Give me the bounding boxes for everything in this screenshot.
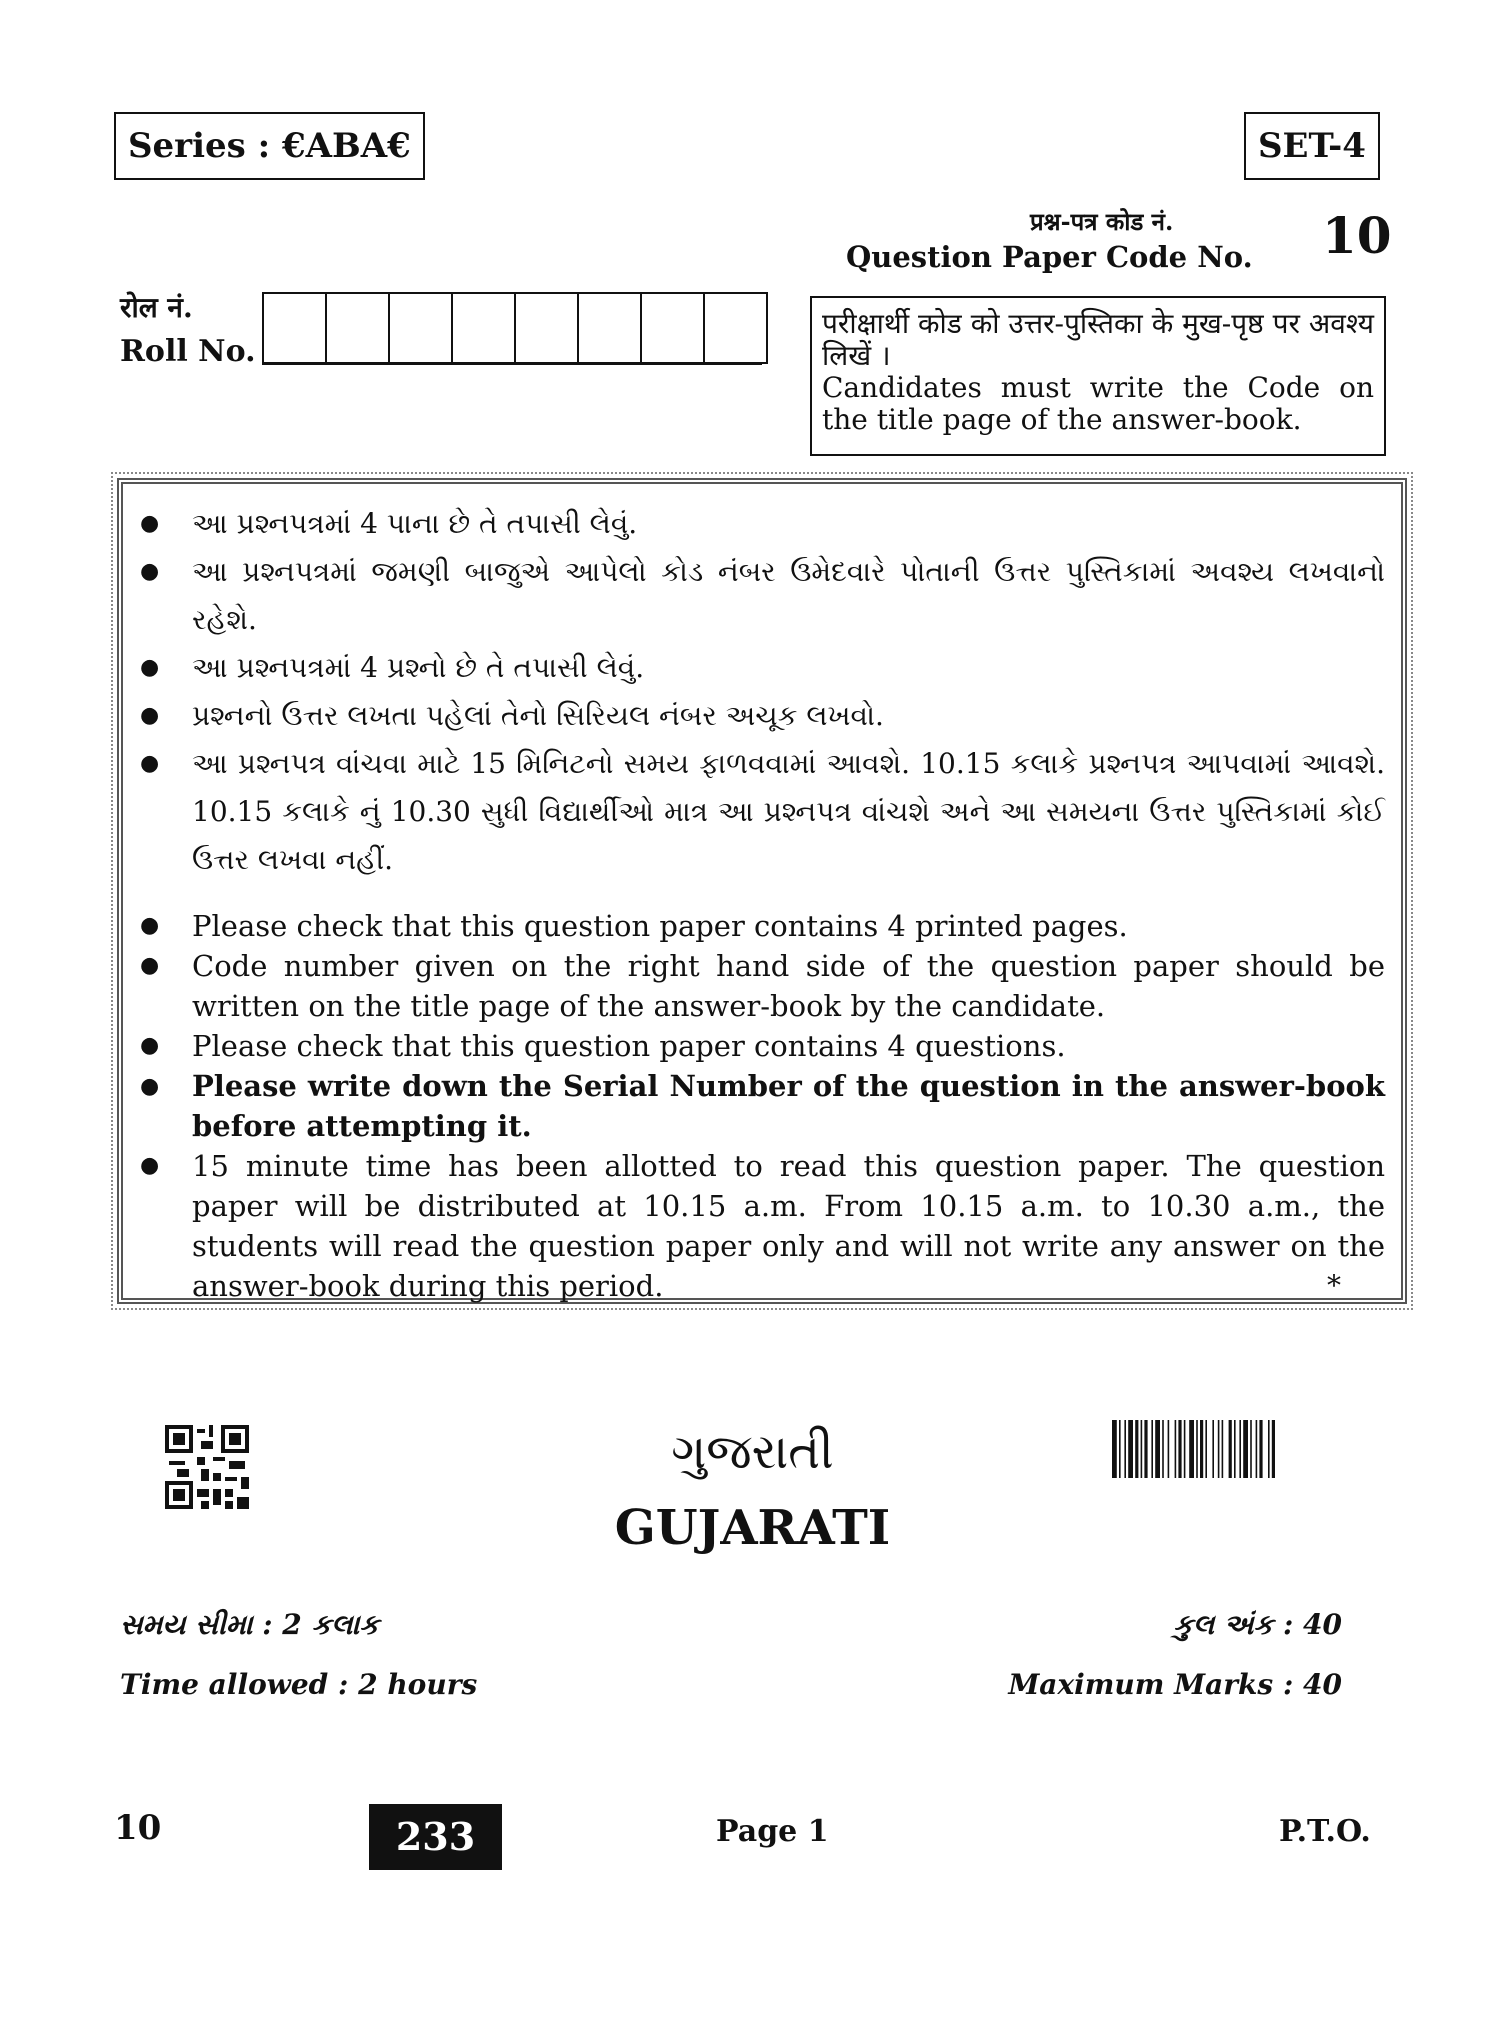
footer-serial-number: 233 xyxy=(369,1804,502,1870)
please-turn-over: P.T.O. xyxy=(1279,1814,1371,1849)
roll-no-digit-box[interactable] xyxy=(453,292,516,364)
english-instruction-item xyxy=(140,1026,1385,1066)
bullet-icon: ● xyxy=(140,1073,160,1099)
bullet-icon: ● xyxy=(140,913,160,938)
subject-title-gujarati: ગુજરાતી xyxy=(671,1424,834,1480)
bullet-icon: ● xyxy=(140,559,160,584)
bullet-icon: ● xyxy=(140,751,160,776)
footer-paper-code: 10 xyxy=(114,1808,162,1848)
bullet-icon: ● xyxy=(140,511,160,536)
bullet-icon: ● xyxy=(140,1033,160,1058)
english-instruction-item xyxy=(140,1066,1385,1146)
question-paper-code-hindi: प्रश्न-पत्र कोड नं. xyxy=(1030,207,1174,236)
code-note-english: Candidates must write the Code on the title page of the answer-book. xyxy=(822,371,1374,436)
subject-title-english: GUJARATI xyxy=(614,1500,891,1556)
instruction-text: Please check that this question paper contains 4 questions. xyxy=(192,1029,1066,1063)
roll-no-digit-box[interactable] xyxy=(705,292,768,364)
instruction-text: આ પ્રશ્નપત્રમાં 4 પાના છે તે તપાસી લેવું. xyxy=(192,507,638,540)
code-note-hindi: परीक्षार्थी कोड को उत्तर-पुस्तिका के मुख-पृष्ठ पर अवश्य लिखें । xyxy=(822,307,1374,372)
question-paper-code-number: 10 xyxy=(1322,206,1392,265)
english-instruction-item xyxy=(140,1146,1385,1306)
instruction-text: આ પ્રશ્નપત્રમાં જમણી બાજુએ આપેલો કોડ નંબર ઉમેદવારે પોતાની ઉત્તર પુસ્તિકામાં અવશ્ય લખવાનો રહેશે. xyxy=(192,555,1385,636)
instruction-text: આ પ્રશ્નપત્ર વાંચવા માટે 15 મિનિટનો સમય ફાળવવામાં આવશે. 10.15 કલાકે પ્રશ્નપત્ર આપવામાં આવશે. 10.15 કલાકે નું 10.30 સુધી વિદ્યાર્થીઓ માત્ર આ પ્રશ્નપત્ર વાંચશે અને આ સમયના ઉત્તર પુસ્તિકામાં કોઈ ઉત્તર લખવા નહીં. xyxy=(192,747,1385,876)
english-instructions xyxy=(140,906,1385,1306)
bullet-icon: ● xyxy=(140,953,160,978)
barcode-icon xyxy=(1112,1420,1362,1478)
instruction-text: Please write down the Serial Number of the question in the answer-book before attempting it. xyxy=(192,1069,1385,1143)
roll-no-boxes[interactable] xyxy=(262,292,768,364)
gujarati-instructions xyxy=(140,500,1385,884)
question-paper-code-label: Question Paper Code No. xyxy=(846,240,1253,274)
set-label: SET-4 xyxy=(1244,112,1380,180)
instruction-text: આ પ્રશ્નપત્રમાં 4 પ્રશ્નો છે તે તપાસી લેવું. xyxy=(192,651,645,684)
bullet-icon: ● xyxy=(140,703,160,728)
instruction-text: Code number given on the right hand side of the question paper should be written on the title page of the answer-book by the candidate. xyxy=(192,949,1385,1023)
roll-no-digit-box[interactable] xyxy=(390,292,453,364)
bullet-icon: ● xyxy=(140,655,160,680)
roll-no-digit-box[interactable] xyxy=(642,292,705,364)
series-label: Series : €ABA€ xyxy=(114,112,425,180)
roll-no-underline xyxy=(262,363,762,365)
time-allowed-gujarati: સમય સીમા : 2 કલાક xyxy=(120,1608,380,1641)
instructions-list xyxy=(140,500,1385,1306)
code-instruction-box xyxy=(810,296,1386,456)
max-marks-gujarati: કુલ અંક : 40 xyxy=(1173,1608,1342,1641)
gujarati-instruction-item xyxy=(140,692,1385,740)
max-marks-english: Maximum Marks : 40 xyxy=(1008,1668,1342,1701)
roll-no-digit-box[interactable] xyxy=(327,292,390,364)
instruction-text: 15 minute time has been allotted to read this question paper. The question paper will be distributed at 10.15 a.m. From 10.15 a.m. to 10.30 a.m., the students will read the question paper only and will not write any answer on the answer-book during this period. xyxy=(192,1149,1385,1303)
gujarati-instruction-item xyxy=(140,500,1385,548)
bullet-icon: ● xyxy=(140,1153,160,1178)
gujarati-instruction-item xyxy=(140,644,1385,692)
roll-no-digit-box[interactable] xyxy=(516,292,579,364)
time-allowed-english: Time allowed : 2 hours xyxy=(120,1668,478,1701)
instruction-text: પ્રશ્નનો ઉત્તર લખતા પહેલાં તેનો સિરિયલ નંબર અચૂક લખવો. xyxy=(192,699,884,732)
gujarati-instruction-item xyxy=(140,740,1385,884)
page-number: Page 1 xyxy=(716,1814,829,1849)
instruction-text: Please check that this question paper contains 4 printed pages. xyxy=(192,909,1128,943)
roll-no-label: Roll No. xyxy=(120,334,256,369)
gujarati-instruction-item xyxy=(140,548,1385,644)
roll-no-hindi: रोल नं. xyxy=(120,291,193,324)
roll-no-digit-box[interactable] xyxy=(579,292,642,364)
english-instruction-item xyxy=(140,906,1385,946)
english-instruction-item xyxy=(140,946,1385,1026)
roll-no-digit-box[interactable] xyxy=(264,292,327,364)
star-mark: * xyxy=(1327,1269,1341,1302)
